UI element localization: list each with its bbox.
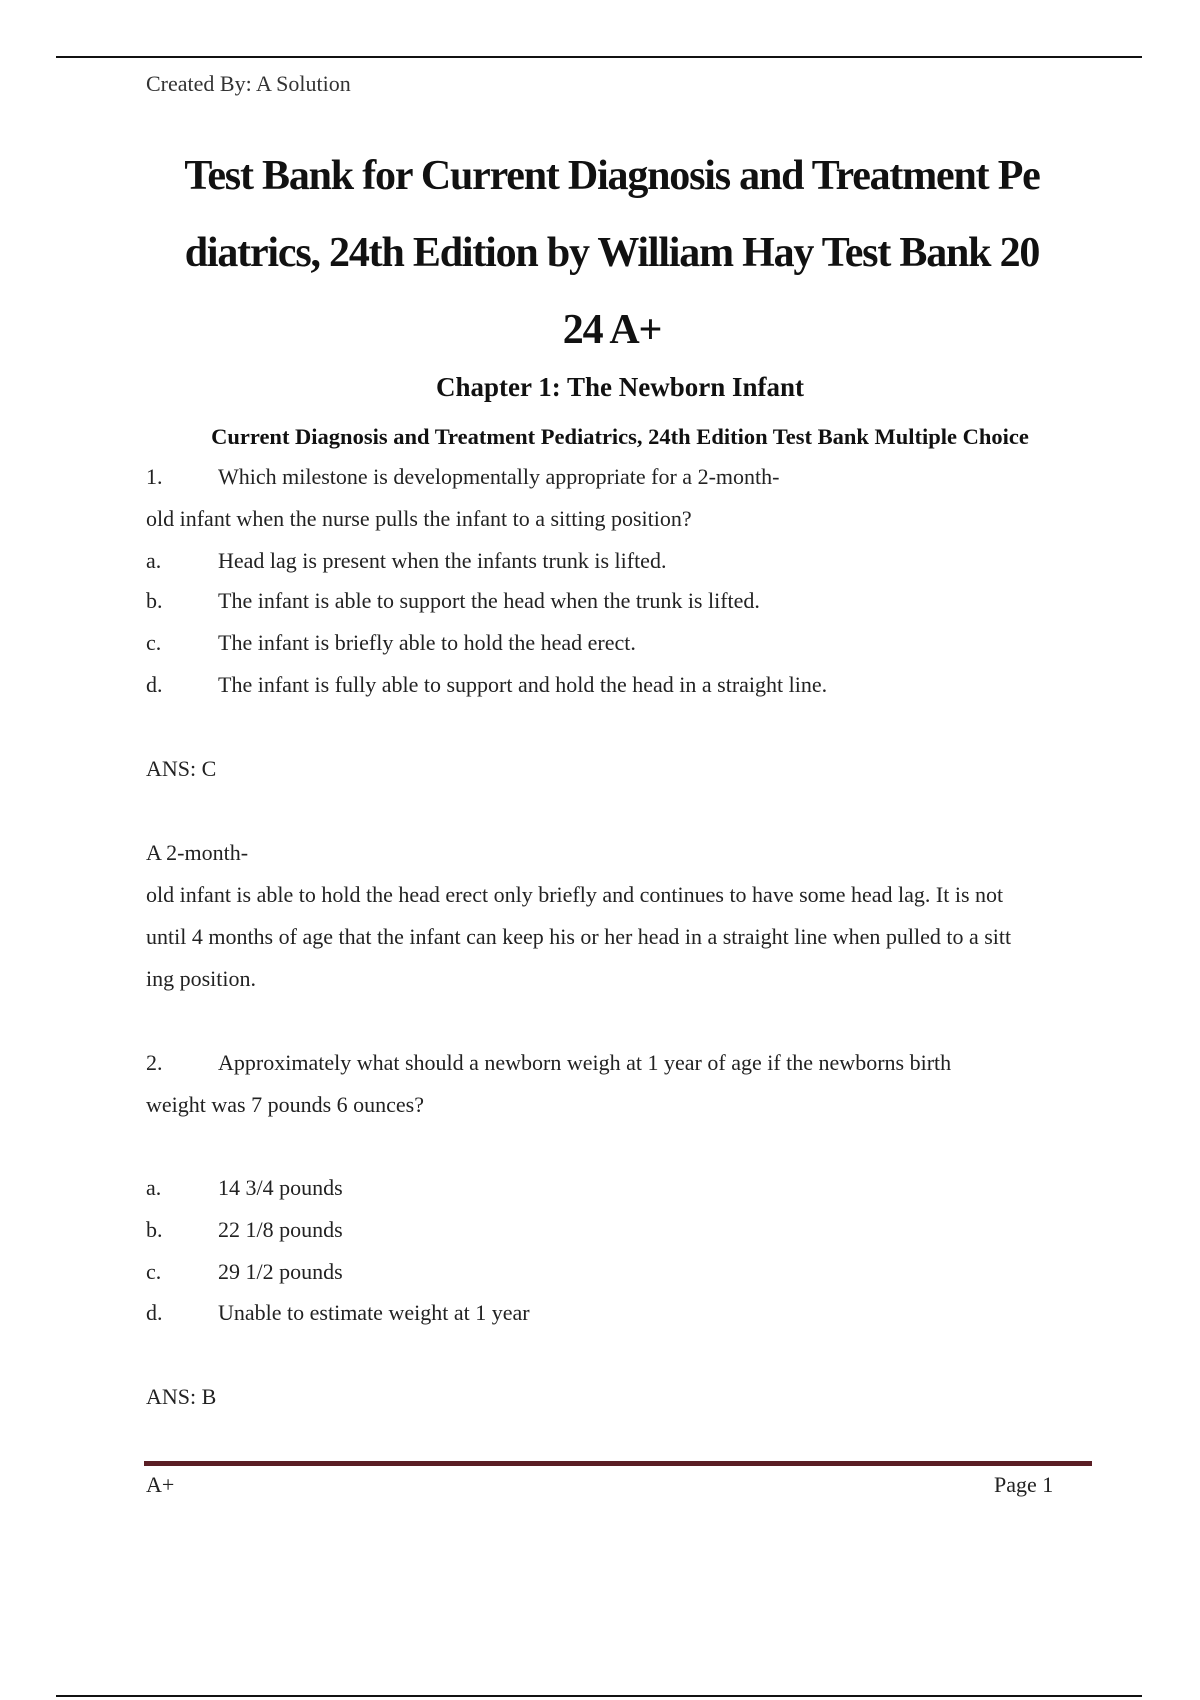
footer-grade: A+	[146, 1472, 175, 1497]
chapter-heading: Chapter 1: The Newborn Infant	[435, 372, 805, 402]
page-number: Page 1	[994, 1472, 1054, 1497]
question-number: 1.	[146, 464, 163, 489]
question-stem-line: old infant when the nurse pulls the infant to a sitting position?	[146, 506, 692, 531]
option-text: Unable to estimate weight at 1 year	[218, 1300, 530, 1325]
footer-rule	[144, 1461, 1092, 1466]
option-text: 29 1/2 pounds	[218, 1259, 343, 1284]
option-letter: b.	[146, 1217, 163, 1242]
option-text: The infant is fully able to support and hold the head in a straight line.	[218, 672, 828, 697]
option-letter: d.	[146, 672, 163, 697]
top-rule	[56, 56, 1142, 58]
option-letter: c.	[146, 1259, 162, 1284]
option-text: 14 3/4 pounds	[218, 1175, 343, 1200]
created-by-header: Created By: A Solution	[146, 71, 351, 96]
option-text: Head lag is present when the infants trunk is lifted.	[218, 548, 667, 573]
option-letter: c.	[146, 630, 162, 655]
option-text: 22 1/8 pounds	[218, 1217, 343, 1242]
option-text: The infant is able to support the head when the trunk is lifted.	[218, 588, 760, 613]
question-text: Which milestone is developmentally appropriate for a 2-month-	[218, 464, 780, 489]
title-line-2: diatrics, 24th Edition by William Hay Test Bank 20	[184, 230, 1040, 276]
answer-key: ANS: C	[146, 756, 217, 781]
rationale-line: ing position.	[146, 966, 257, 991]
bottom-rule	[56, 1695, 1142, 1697]
option-text: The infant is briefly able to hold the head erect.	[218, 630, 636, 655]
rationale-line: A 2-month-	[146, 840, 249, 865]
question-stem-line: weight was 7 pounds 6 ounces?	[146, 1092, 425, 1117]
answer-key: ANS: B	[146, 1384, 217, 1409]
section-subtitle: Current Diagnosis and Treatment Pediatrics, 24th Edition Test Bank Multiple Choice	[211, 424, 1029, 449]
option-letter: a.	[146, 548, 162, 573]
option-letter: b.	[146, 588, 163, 613]
question-number: 2.	[146, 1050, 163, 1075]
question-text: Approximately what should a newborn weigh at 1 year of age if the newborns birth	[218, 1050, 952, 1075]
option-letter: a.	[146, 1175, 162, 1200]
rationale-line: until 4 months of age that the infant can keep his or her head in a straight line when pulled to a sitt	[146, 924, 1012, 949]
title-line-3: 24 A+	[562, 307, 662, 353]
rationale-line: old infant is able to hold the head erect only briefly and continues to have some head lag. It is not	[146, 882, 1004, 907]
document-title	[140, 138, 1084, 369]
title-line-1: Test Bank for Current Diagnosis and Treatment Pe	[184, 153, 1040, 199]
option-letter: d.	[146, 1300, 163, 1325]
